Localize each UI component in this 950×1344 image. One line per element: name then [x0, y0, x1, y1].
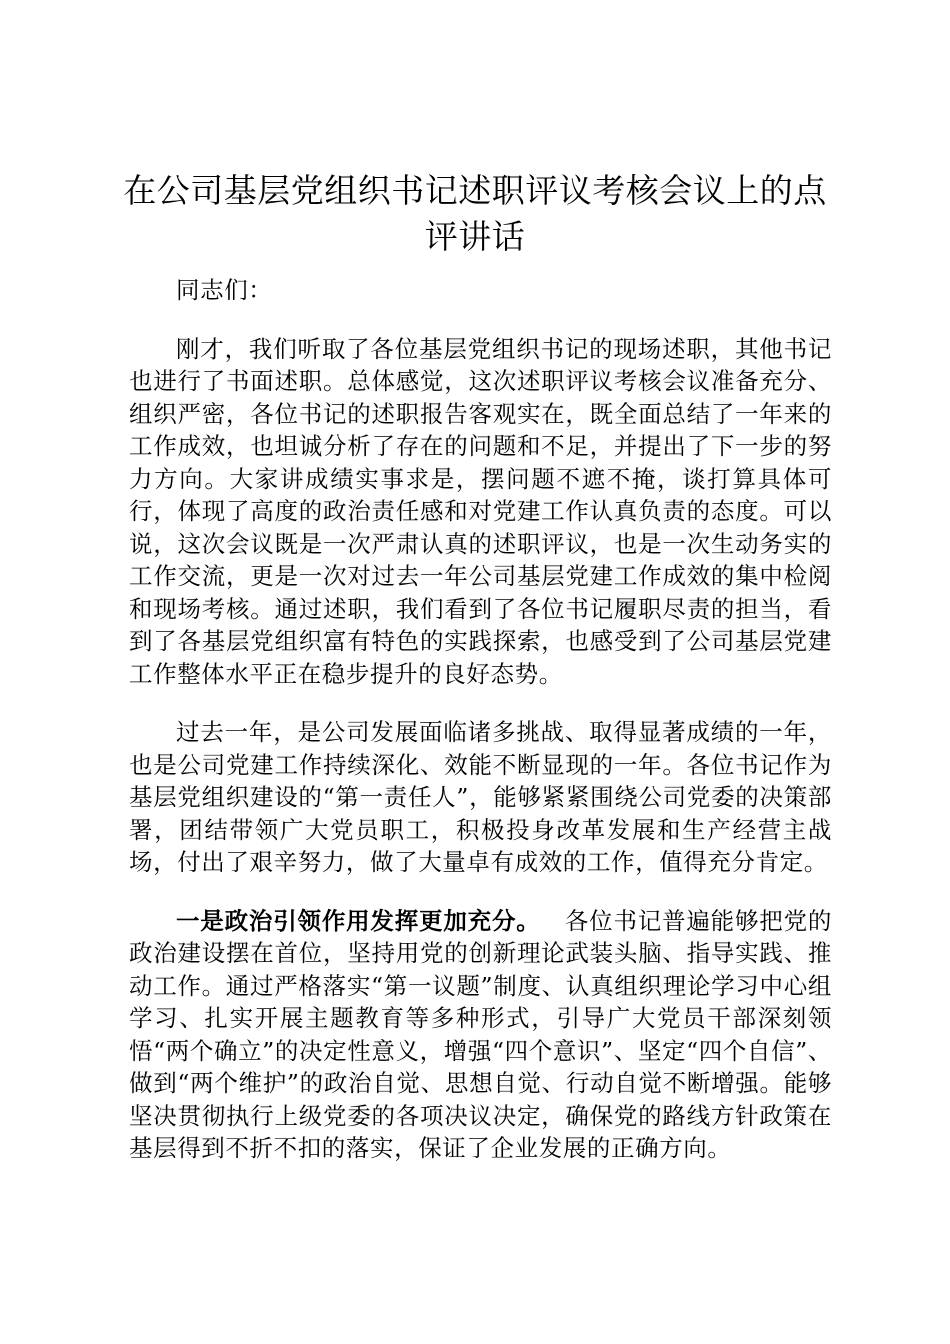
paragraph-1: 刚才，我们听取了各位基层党组织书记的现场述职，其他书记也进行了书面述职。总体感觉，这次述职评议考核会议准备充分、组织严密，各位书记的述职报告客观实在，既全面总结了一年来的工作成效，也坦诚分析了存在的问题和不足，并提出了下一步的努力方向。大家讲成绩实事求是，摆问题不遮不掩，谈打算具体可行，体现了高度的政治责任感和对党建工作认真负责的态度。可以说，这次会议既是一次严肃认真的述职评议，也是一次生动务实的工作交流，更是一次对过去一年公司基层党建工作成效的集中检阅和现场考核。通过述职，我们看到了各位书记履职尽责的担当，看到了各基层党组织富有特色的实践探索，也感受到了公司基层党建工作整体水平正在稳步提升的良好态势。 — [129, 334, 832, 688]
page-title: 在公司基层党组织书记述职评议考核会议上的点评讲话 — [123, 171, 827, 256]
paragraph-3 — [129, 905, 832, 1165]
paragraph-3-lead: 一是政治引领作用发挥更加充分。 — [176, 906, 541, 935]
document-body — [129, 274, 832, 1165]
greeting: 同志们： — [176, 276, 273, 304]
paragraph-3-text: 各位书记普遍能够把党的政治建设摆在首位，坚持用党的创新理论武装头脑、指导实践、推动工作。通过严格落实“第一议题”制度、认真组织理论学习中心组学习、扎实开展主题教育等多种形式，引导广大党员干部深刻领悟“两个确立”的决定性意义，增强“四个意识”、坚定“四个自信”、做到“两个维护”的政治自觉、思想自觉、行动自觉不断增强。能够坚决贯彻执行上级党委的各项决议决定，确保党的路线方针政策在基层得到不折不扣的落实，保证了企业发展的正确方向。 — [129, 906, 832, 1162]
paragraph-2: 过去一年，是公司发展面临诸多挑战、取得显著成绩的一年，也是公司党建工作持续深化、效能不断显现的一年。各位书记作为基层党组织建设的“第一责任人”，能够紧紧围绕公司党委的决策部署，团结带领广大党员职工，积极投身改革发展和生产经营主战场，付出了艰辛努力，做了大量卓有成效的工作，值得充分肯定。 — [129, 718, 832, 876]
